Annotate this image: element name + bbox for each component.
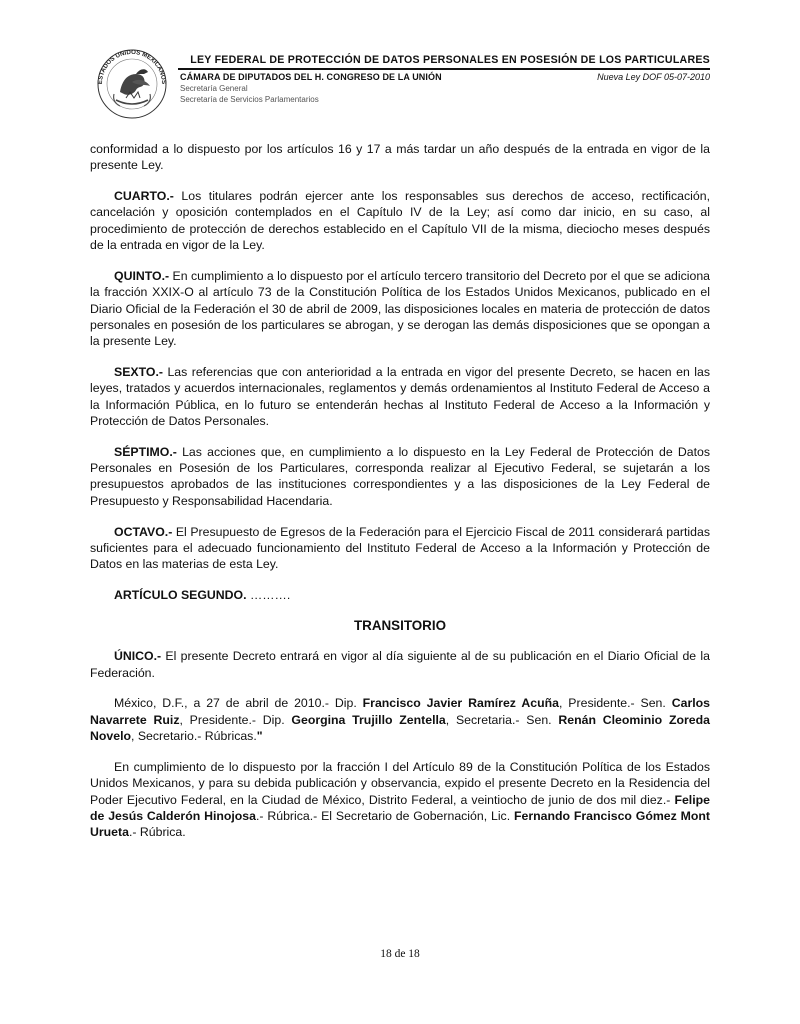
document-body	[90, 141, 710, 855]
signatory-name: Francisco Javier Ramírez Acuña	[362, 696, 559, 711]
article-cuarto	[90, 188, 710, 253]
text-segment: .- Rúbrica.- El Secretario de Gobernación, Lic.	[256, 808, 514, 823]
signatory-name: Felipe de Jesús Calderón Hinojosa	[90, 792, 710, 823]
article-segundo	[90, 587, 710, 603]
ellipsis-text: ……….	[246, 588, 291, 603]
article-label: SEXTO.-	[114, 365, 163, 380]
article-septimo	[90, 444, 710, 509]
text-segment: , Presidente.- Dip.	[179, 712, 292, 727]
text-segment: En cumplimiento de lo dispuesto por la fracción I del Artículo 89 de la Constitución Política de los Estados Unidos Mexicanos, y para su debida publicación y observancia, expido el presente Decreto en la Residencia del Poder Ejecutivo Federal, en la Ciudad de México, Distrito Federal, a veintiocho de junio de dos mil diez.-	[90, 759, 710, 807]
article-label: OCTAVO.-	[114, 524, 173, 539]
transitorio-heading: TRANSITORIO	[353, 617, 446, 633]
article-quinto	[90, 268, 710, 349]
text-segment: , Secretaria.- Sen.	[445, 712, 559, 727]
signatory-name: Renán Cleominio Zoreda Novelo	[90, 712, 710, 744]
page-number: 18 de 18	[380, 948, 420, 960]
text-segment: , Presidente.- Sen.	[558, 696, 672, 711]
article-label: ARTÍCULO SEGUNDO.	[114, 588, 247, 603]
article-label: QUINTO.-	[114, 268, 170, 283]
closing-quote: "	[256, 729, 263, 744]
article-label: ÚNICO.-	[114, 649, 162, 664]
general-secretariat: Secretaría General	[180, 84, 248, 93]
signatory-name: Fernando Francisco Gómez Mont Urueta	[90, 808, 711, 840]
article-text: El presente Decreto entrará en vigor al día siguiente al de su publicación en el Diario Oficial de la Federación.	[90, 649, 710, 680]
article-text: Las referencias que con anterioridad a la entrada en vigor del presente Decreto, se hacen en las leyes, tratados y acuerdos internacionales, reglamentos y demás ordenamientos al Instituto Federal de Acceso a la Información Pública, en lo futuro se entenderán hechas al Instituto Federal de Acceso a la Información y Protección de Datos Personales.	[90, 365, 710, 428]
national-seal-icon	[92, 44, 172, 120]
article-text: Las acciones que, en cumplimiento a lo dispuesto en la Ley Federal de Protección de Datos Personales en Posesión de los Particulares, corresponda realizar al Ejecutivo Federal, se sujetarán a los presupuestos aprobados de las instituciones correspondientes y a las disposiciones de la Ley Federal de Presupuesto y Responsabilidad Hacendaria.	[90, 444, 710, 508]
page-header	[0, 0, 800, 120]
article-label: CUARTO.-	[114, 189, 174, 204]
signatures-paragraph	[90, 695, 710, 744]
text-segment: .- Rúbrica.	[128, 825, 186, 840]
article-text: Los titulares podrán ejercer ante los responsables sus derechos de acceso, rectificación, cancelación y oposición contemplados en el Capítulo IV de la Ley; así como dar inicio, en su caso, al procedimiento de protección de derechos establecido en el Capítulo VII de la misma, dieciocho meses después de la entrada en vigor de la Ley.	[90, 189, 710, 253]
chamber-name: CÁMARA DE DIPUTADOS DEL H. CONGRESO DE LA UNIÓN	[180, 72, 442, 82]
text-segment: México, D.F., a 27 de abril de 2010.- Dip.	[114, 696, 363, 711]
text-segment: , Secretario.- Rúbricas.	[131, 729, 257, 744]
signatory-name: Carlos Navarrete Ruiz	[90, 696, 710, 727]
document-title: LEY FEDERAL DE PROTECCIÓN DE DATOS PERSONALES EN POSESIÓN DE LOS PARTICULARES	[190, 54, 710, 66]
article-sexto	[90, 364, 710, 429]
header-rule	[178, 68, 710, 70]
parliamentary-services: Secretaría de Servicios Parlamentarios	[180, 95, 319, 104]
publication-edition: Nueva Ley DOF 05-07-2010	[597, 72, 710, 82]
article-octavo	[90, 524, 710, 573]
article-text: En cumplimiento a lo dispuesto por el artículo tercero transitorio del Decreto por el que se adiciona la fracción XXIX-O al artículo 73 de la Constitución Política de los Estados Unidos Mexicanos, publicado en el Diario Oficial de la Federación el 30 de abril de 2009, las disposiciones locales en materia de protección de datos personales en posesión de los particulares se abrogan, y se derogan las demás disposiciones que se opongan a la presente Ley.	[90, 268, 710, 349]
article-label: SÉPTIMO.-	[114, 444, 177, 459]
article-text: El Presupuesto de Egresos de la Federación para el Ejercicio Fiscal de 2011 considerará partidas suficientes para el adecuado funcionamiento del Instituto Federal de Acceso a la Información y Protección de Datos en las materias de esta Ley.	[90, 524, 710, 572]
continuation-paragraph: conformidad a lo dispuesto por los artículos 16 y 17 a más tardar un año después de la entrada en vigor de la presente Ley.	[90, 142, 710, 173]
article-unico	[90, 648, 710, 681]
signatory-name: Georgina Trujillo Zentella	[291, 712, 446, 727]
svg-text:ESTADOS UNIDOS MEXICANOS: ESTADOS UNIDOS MEXICANOS	[96, 48, 168, 85]
promulgation-paragraph	[90, 759, 710, 840]
